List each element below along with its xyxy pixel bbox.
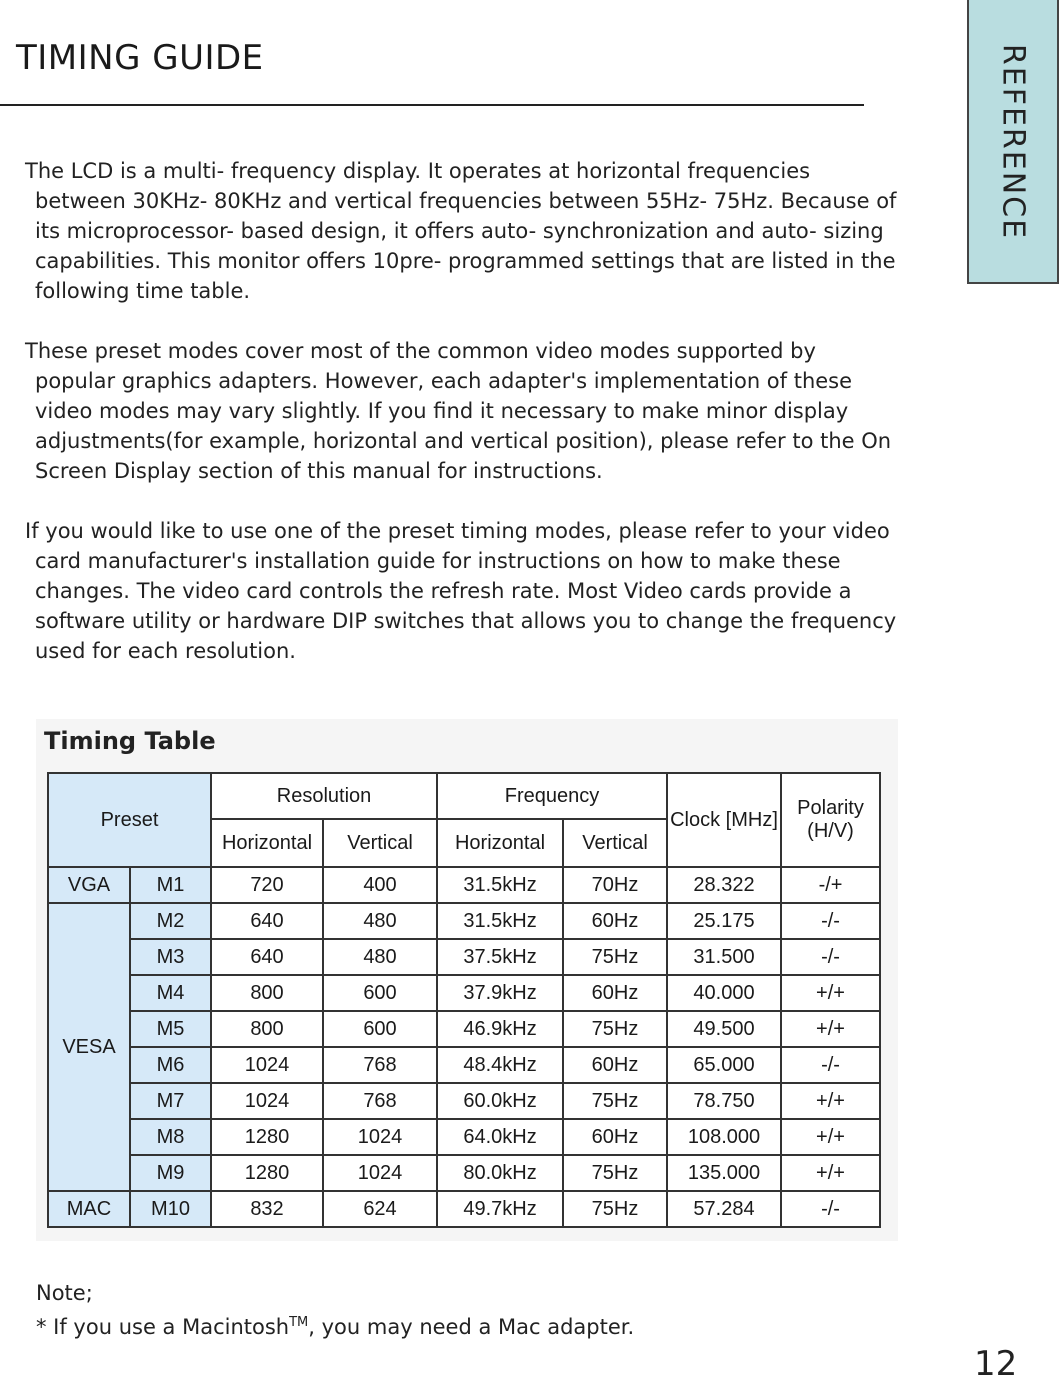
polarity-value: -/- bbox=[781, 939, 880, 975]
note-prefix: * If you use a Macintosh bbox=[36, 1315, 290, 1339]
note-suffix: , you may need a Mac adapter. bbox=[308, 1315, 635, 1339]
v-frequency: 60Hz bbox=[563, 1047, 667, 1083]
clock-value: 78.750 bbox=[667, 1083, 781, 1119]
table-row bbox=[48, 1119, 880, 1155]
polarity-value: +/+ bbox=[781, 1155, 880, 1191]
note-block bbox=[36, 1278, 634, 1342]
intro-paragraph: The LCD is a multi- frequency display. It operates at horizontal frequencies between 30KHz- 80KHz and vertical frequencies between 55Hz- 75Hz. Because of its microprocessor- based design, it offers auto- synchronization and auto- sizing capabilities. This monitor offers 10pre- programmed settings that are listed in the following time table. bbox=[25, 159, 897, 303]
v-resolution: 624 bbox=[323, 1191, 437, 1227]
v-frequency: 60Hz bbox=[563, 975, 667, 1011]
clock-value: 40.000 bbox=[667, 975, 781, 1011]
table-row bbox=[48, 1011, 880, 1047]
v-frequency: 70Hz bbox=[563, 867, 667, 903]
table-row bbox=[48, 1191, 880, 1227]
v-frequency: 75Hz bbox=[563, 1191, 667, 1227]
intro-paragraph: If you would like to use one of the preset timing modes, please refer to your video card manufacturer's installation guide for instructions on how to make these changes. The video card controls the refresh rate. Most Video cards provide a software utility or hardware DIP switches that allows you to change the frequency used for each resolution. bbox=[25, 519, 897, 663]
h-resolution: 832 bbox=[211, 1191, 323, 1227]
reference-section-tab bbox=[967, 0, 1059, 284]
v-frequency: 75Hz bbox=[563, 939, 667, 975]
clock-value: 65.000 bbox=[667, 1047, 781, 1083]
polarity-value: +/+ bbox=[781, 975, 880, 1011]
v-resolution: 1024 bbox=[323, 1119, 437, 1155]
v-resolution: 480 bbox=[323, 903, 437, 939]
h-resolution: 1280 bbox=[211, 1155, 323, 1191]
group-vga: VGA bbox=[48, 867, 130, 903]
table-row bbox=[48, 975, 880, 1011]
v-frequency: 60Hz bbox=[563, 1119, 667, 1155]
h-frequency: 60.0kHz bbox=[437, 1083, 563, 1119]
v-resolution: 600 bbox=[323, 1011, 437, 1047]
timing-table-title: Timing Table bbox=[44, 727, 216, 755]
h-resolution: 800 bbox=[211, 1011, 323, 1047]
reference-tab-label: REFERENCE bbox=[995, 43, 1031, 241]
frequency-vertical-header: Vertical bbox=[563, 819, 667, 867]
h-frequency: 37.9kHz bbox=[437, 975, 563, 1011]
v-resolution: 768 bbox=[323, 1047, 437, 1083]
timing-table bbox=[47, 772, 881, 1228]
v-frequency: 60Hz bbox=[563, 903, 667, 939]
note-text bbox=[36, 1308, 634, 1342]
table-header-row bbox=[48, 773, 880, 819]
h-frequency: 48.4kHz bbox=[437, 1047, 563, 1083]
h-resolution: 640 bbox=[211, 903, 323, 939]
h-resolution: 720 bbox=[211, 867, 323, 903]
v-resolution: 480 bbox=[323, 939, 437, 975]
table-row bbox=[48, 939, 880, 975]
group-vesa: VESA bbox=[48, 903, 130, 1191]
frequency-horizontal-header: Horizontal bbox=[437, 819, 563, 867]
note-heading: Note; bbox=[36, 1281, 93, 1305]
h-frequency: 31.5kHz bbox=[437, 867, 563, 903]
frequency-header: Frequency bbox=[437, 773, 667, 819]
h-resolution: 800 bbox=[211, 975, 323, 1011]
resolution-horizontal-header: Horizontal bbox=[211, 819, 323, 867]
table-row bbox=[48, 903, 880, 939]
mode-code: M7 bbox=[130, 1083, 211, 1119]
resolution-header: Resolution bbox=[211, 773, 437, 819]
page-number: 12 bbox=[974, 1344, 1018, 1384]
polarity-value: +/+ bbox=[781, 1119, 880, 1155]
intro-paragraph: These preset modes cover most of the common video modes supported by popular graphics adapters. However, each adapter's implementation of these video modes may vary slightly. If you find it necessary to make minor display adjustments(for example, horizontal and vertical position), please refer to the On Screen Display section of this manual for instructions. bbox=[25, 339, 892, 483]
h-resolution: 1280 bbox=[211, 1119, 323, 1155]
h-frequency: 49.7kHz bbox=[437, 1191, 563, 1227]
mode-code: M10 bbox=[130, 1191, 211, 1227]
polarity-value: -/- bbox=[781, 1047, 880, 1083]
clock-value: 135.000 bbox=[667, 1155, 781, 1191]
clock-value: 31.500 bbox=[667, 939, 781, 975]
v-resolution: 600 bbox=[323, 975, 437, 1011]
h-resolution: 1024 bbox=[211, 1047, 323, 1083]
table-row bbox=[48, 1083, 880, 1119]
h-frequency: 80.0kHz bbox=[437, 1155, 563, 1191]
clock-value: 49.500 bbox=[667, 1011, 781, 1047]
v-frequency: 75Hz bbox=[563, 1083, 667, 1119]
polarity-value: -/- bbox=[781, 1191, 880, 1227]
polarity-value: +/+ bbox=[781, 1083, 880, 1119]
mode-code: M2 bbox=[130, 903, 211, 939]
mode-code: M1 bbox=[130, 867, 211, 903]
h-resolution: 1024 bbox=[211, 1083, 323, 1119]
h-frequency: 46.9kHz bbox=[437, 1011, 563, 1047]
preset-header: Preset bbox=[48, 773, 211, 867]
resolution-vertical-header: Vertical bbox=[323, 819, 437, 867]
polarity-value: +/+ bbox=[781, 1011, 880, 1047]
title-divider bbox=[0, 104, 864, 106]
clock-value: 25.175 bbox=[667, 903, 781, 939]
table-row bbox=[48, 1047, 880, 1083]
h-frequency: 37.5kHz bbox=[437, 939, 563, 975]
v-frequency: 75Hz bbox=[563, 1155, 667, 1191]
table-row bbox=[48, 1155, 880, 1191]
polarity-header: Polarity (H/V) bbox=[781, 773, 880, 867]
page-title: TIMING GUIDE bbox=[16, 38, 264, 78]
v-resolution: 768 bbox=[323, 1083, 437, 1119]
h-frequency: 31.5kHz bbox=[437, 903, 563, 939]
trademark-superscript: TM bbox=[289, 1315, 309, 1330]
mode-code: M5 bbox=[130, 1011, 211, 1047]
h-frequency: 64.0kHz bbox=[437, 1119, 563, 1155]
h-resolution: 640 bbox=[211, 939, 323, 975]
v-frequency: 75Hz bbox=[563, 1011, 667, 1047]
clock-header: Clock [MHz] bbox=[667, 773, 781, 867]
mode-code: M6 bbox=[130, 1047, 211, 1083]
mode-code: M9 bbox=[130, 1155, 211, 1191]
table-row bbox=[48, 867, 880, 903]
v-resolution: 1024 bbox=[323, 1155, 437, 1191]
group-mac: MAC bbox=[48, 1191, 130, 1227]
clock-value: 57.284 bbox=[667, 1191, 781, 1227]
mode-code: M3 bbox=[130, 939, 211, 975]
v-resolution: 400 bbox=[323, 867, 437, 903]
polarity-value: -/- bbox=[781, 903, 880, 939]
mode-code: M4 bbox=[130, 975, 211, 1011]
polarity-value: -/+ bbox=[781, 867, 880, 903]
timing-table-figure bbox=[36, 719, 898, 1241]
clock-value: 28.322 bbox=[667, 867, 781, 903]
mode-code: M8 bbox=[130, 1119, 211, 1155]
intro-text bbox=[25, 156, 900, 696]
clock-value: 108.000 bbox=[667, 1119, 781, 1155]
